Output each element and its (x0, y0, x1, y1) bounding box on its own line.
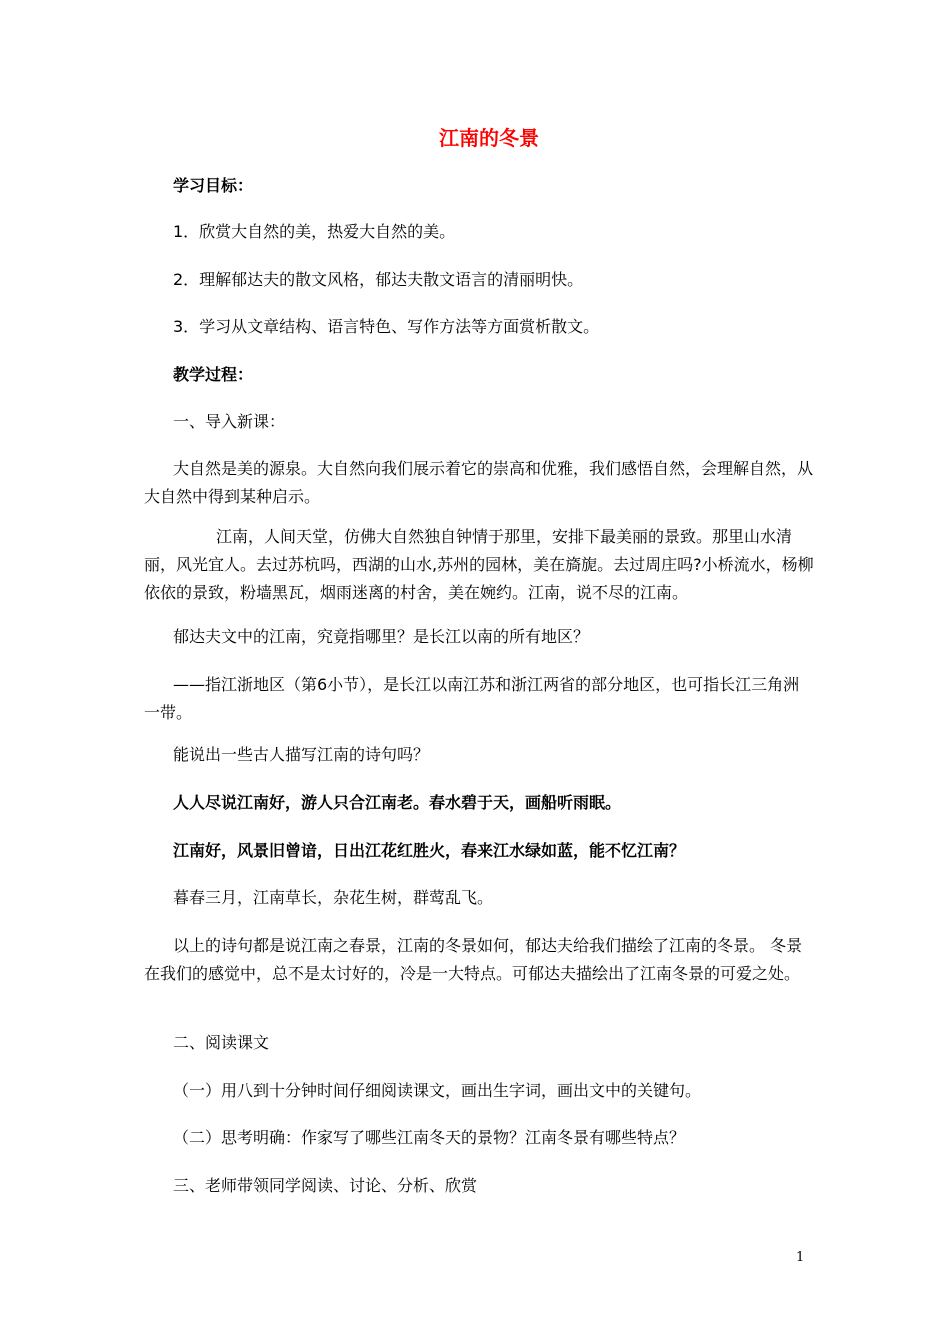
document-title: 江南的冬景 (439, 126, 539, 150)
paragraph-intro: 大自然是美的源泉。大自然向我们展示着它的崇高和优雅，我们感悟自然，会理解自然，从大自然中得到某种启示。 (144, 459, 814, 506)
answer-1: ——指江浙地区（第6小节），是长江以南江苏和浙江两省的部分地区，也可指长江三角洲一带。 (144, 675, 800, 722)
question-1: 郁达夫文中的江南，究竟指哪里？是长江以南的所有地区？ (173, 627, 590, 646)
question-2: 能说出一些古人描写江南的诗句吗？ (173, 745, 430, 764)
goal-item-1: 1．欣赏大自然的美，热爱大自然的美。 (173, 222, 456, 241)
poem-line-2: 江南好，风景旧曾谙，日出江花红胜火，春来江水绿如蓝，能不忆江南？ (173, 841, 686, 860)
paragraph-jiangnan: 江南，人间天堂，仿佛大自然独自钟情于那里，安排下最美丽的景致。那里山水清丽，风光宜人。去过苏杭吗，西湖的山水,苏州的园林，美在旖旎。去过周庄吗?小桥流水，杨柳依依的景致，粉墙黑瓦，烟雨迷离的村舍，美在婉约。江南，说不尽的江南。 (144, 527, 814, 602)
heading-goals: 学习目标： (173, 176, 254, 195)
goal-item-3: 3．学习从文章结构、语言特色、写作方法等方面赏析散文。 (173, 317, 600, 336)
section-heading-3: 三、老师带领同学阅读、讨论、分析、欣赏 (173, 1176, 478, 1195)
task-item-2: （二）思考明确：作家写了哪些江南冬天的景物？江南冬景有哪些特点？ (173, 1128, 686, 1147)
heading-process: 教学过程： (173, 365, 254, 384)
page-number: 1 (796, 1250, 805, 1265)
poem-line-1: 人人尽说江南好，游人只合江南老。春水碧于天，画船听雨眠。 (173, 793, 622, 812)
poem-line-3: 暮春三月，江南草长，杂花生树，群莺乱飞。 (173, 888, 494, 907)
goal-item-2: 2．理解郁达夫的散文风格，郁达夫散文语言的清丽明快。 (173, 270, 584, 289)
section-heading-2: 二、阅读课文 (173, 1033, 270, 1052)
task-item-1: （一）用八到十分钟时间仔细阅读课文，画出生字词，画出文中的关键句。 (173, 1081, 702, 1100)
section-heading-1: 一、导入新课： (173, 412, 286, 431)
paragraph-winter: 以上的诗句都是说江南之春景，江南的冬景如何，郁达夫给我们描绘了江南的冬景。 冬景在我们的感觉中，总不是太讨好的，冷是一大特点。可郁达夫描绘出了江南冬景的可爱之处。 (144, 936, 803, 983)
